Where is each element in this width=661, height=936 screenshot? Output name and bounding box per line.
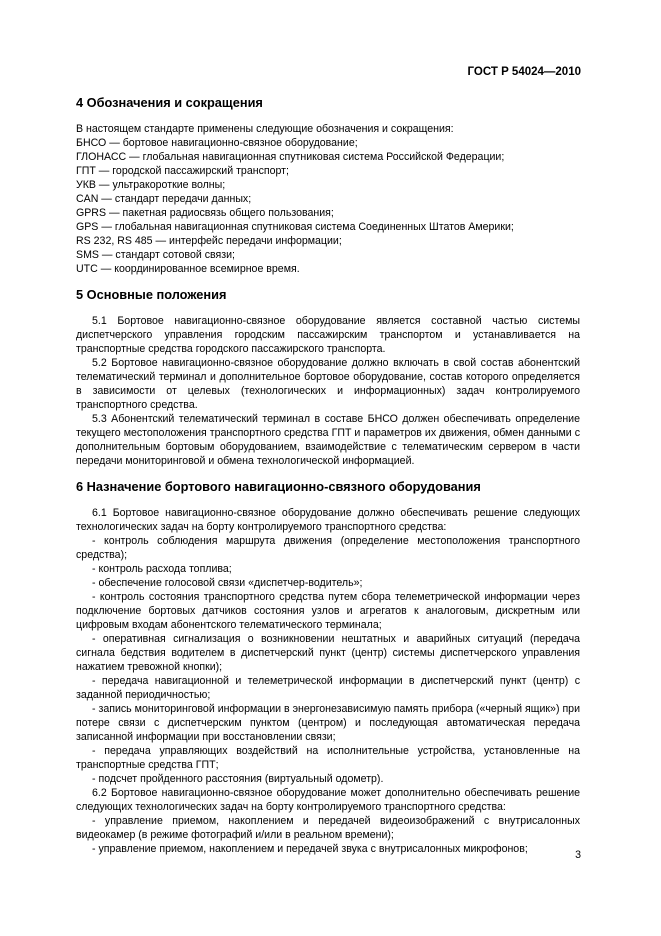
paragraph-5-2: 5.2 Бортовое навигационно-связное оборудование должно включать в свой состав абонентский телематический терминал и дополнительное бортовое оборудование, состав которого определяется в зависимости от целевых (технологических и информационных) задач контролируемого транспортного средства. bbox=[76, 357, 580, 411]
task-item: - контроль состояния транспортного средства путем сбора телеметрической информации через подключение бортовых датчиков состояния узлов и агрегатов к аналоговым, дискретным или цифровым входам абонентского телематического терминала; bbox=[76, 591, 580, 631]
page-content bbox=[76, 95, 580, 856]
section-4-title: 4 Обозначения и сокращения bbox=[76, 95, 263, 110]
task-item: - обеспечение голосовой связи «диспетчер-водитель»; bbox=[92, 577, 363, 589]
abbreviation-item: УКВ — ультракороткие волны; bbox=[76, 179, 226, 191]
abbreviation-item: БНСО — бортовое навигационно-связное оборудование; bbox=[76, 137, 358, 149]
paragraph-6-1: 6.1 Бортовое навигационно-связное оборудование должно обеспечивать решение следующих технологических задач на борту контролируемого транспортного средства: bbox=[76, 507, 580, 533]
abbreviation-item: CAN — стандарт передачи данных; bbox=[76, 193, 252, 205]
task-item: - передача управляющих воздействий на исполнительные устройства, установленные на транспортные средства ГПТ; bbox=[76, 745, 580, 771]
page-number: 3 bbox=[575, 849, 581, 861]
task-item: - управление приемом, накоплением и передачей звука с внутрисалонных микрофонов; bbox=[92, 843, 528, 855]
task-item: - оперативная сигнализация о возникновении нештатных и аварийных ситуаций (передача сигнала бедствия водителем в диспетчерский пункт (центр) системы диспетчерского управления нажатием тревожной кнопки); bbox=[76, 633, 580, 673]
abbreviation-item: GPRS — пакетная радиосвязь общего пользования; bbox=[76, 207, 334, 219]
task-item: - запись мониторинговой информации в энергонезависимую память прибора («черный ящик») при потере связи с диспетчерским пунктом (центром) и последующая автоматическая передача записанной информации при восстановлении связи; bbox=[76, 703, 580, 743]
paragraph-5-3: 5.3 Абонентский телематический терминал в составе БНСО должен обеспечивать определение текущего местоположения транспортного средства ГПТ и параметров их движения, обмен данными с дополнительным бортовым оборудованием, взаимодействие с телематическим сервером в части передачи мониторинговой и обмена технологической информацией. bbox=[76, 413, 580, 467]
task-item: - передача навигационной и телеметрической информации в диспетчерский пункт (центр) с заданной периодичностью; bbox=[76, 675, 580, 701]
abbreviation-item: GPS — глобальная навигационная спутниковая система Соединенных Штатов Америки; bbox=[76, 221, 514, 233]
abbreviation-item: UTC — координированное всемирное время. bbox=[76, 263, 300, 275]
abbreviation-item: ГПТ — городской пассажирский транспорт; bbox=[76, 165, 289, 177]
section-5-title: 5 Основные положения bbox=[76, 287, 227, 302]
standard-code: ГОСТ Р 54024—2010 bbox=[467, 66, 581, 78]
task-item: - контроль расхода топлива; bbox=[92, 563, 232, 575]
section-4-intro: В настоящем стандарте применены следующие обозначения и сокращения: bbox=[76, 123, 454, 135]
paragraph-6-2: 6.2 Бортовое навигационно-связное оборудование может дополнительно обеспечивать решение следующих технологических задач на борту контролируемого транспортного средства: bbox=[76, 787, 580, 813]
task-item: - контроль соблюдения маршрута движения (определение местоположения транспортного средства); bbox=[76, 535, 580, 561]
task-item: - управление приемом, накоплением и передачей видеоизображений с внутрисалонных видеокамер (в режиме фотографий и/или в реальном времени); bbox=[76, 815, 580, 841]
section-6-title: 6 Назначение бортового навигационно-связного оборудования bbox=[76, 479, 481, 494]
task-item: - подсчет пройденного расстояния (виртуальный одометр). bbox=[92, 773, 384, 785]
abbreviation-item: RS 232, RS 485 — интерфейс передачи информации; bbox=[76, 235, 342, 247]
abbreviation-item: SMS — стандарт сотовой связи; bbox=[76, 249, 235, 261]
abbreviation-item: ГЛОНАСС — глобальная навигационная спутниковая система Российской Федерации; bbox=[76, 151, 505, 163]
paragraph-5-1: 5.1 Бортовое навигационно-связное оборудование является составной частью системы диспетчерского управления городским пассажирским транспортом и устанавливается на транспортные средства городского пассажирского транспорта. bbox=[76, 315, 580, 355]
